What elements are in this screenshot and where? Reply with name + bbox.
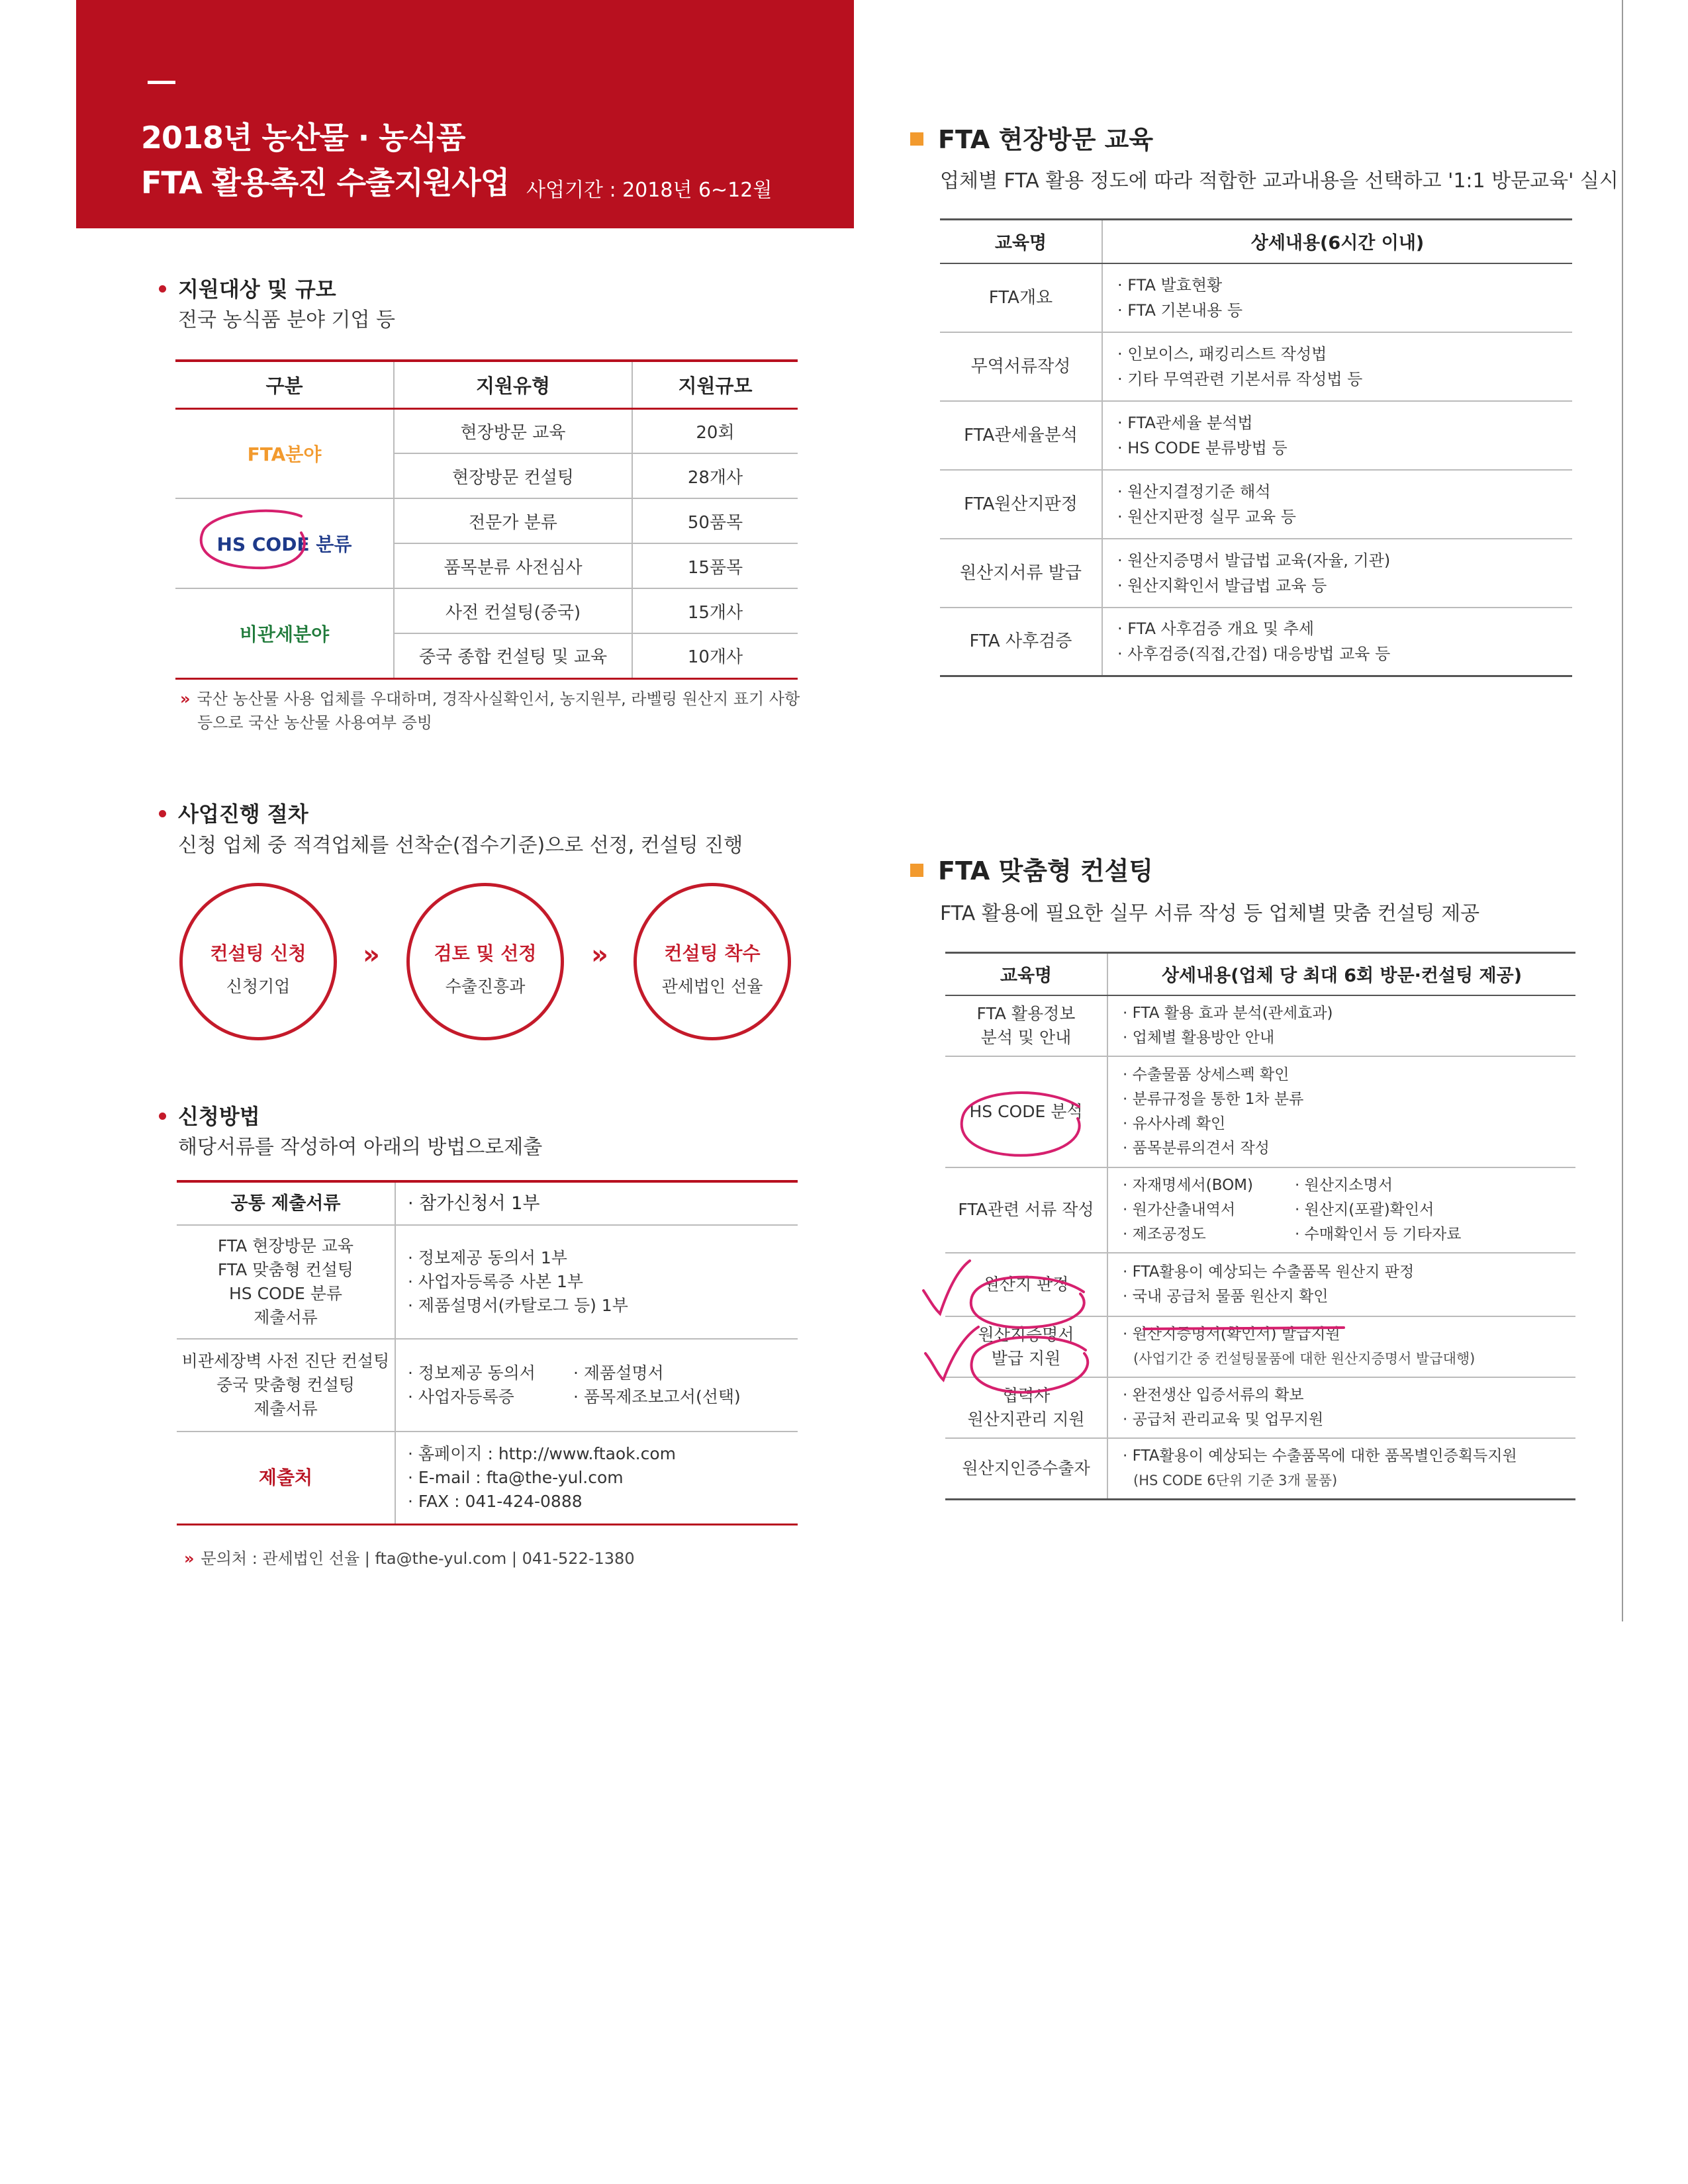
support-table xyxy=(175,359,798,680)
apply-heading: 신청방법 xyxy=(159,1100,260,1130)
table-row xyxy=(945,1253,1575,1316)
apply-table xyxy=(177,1180,798,1525)
edu-detail: · FTA 사후검증 개요 및 추세 · 사후검증(직접,간접) 대응방법 교육 등 xyxy=(1102,608,1572,676)
table-row xyxy=(940,263,1572,332)
row-label: FTA 현장방문 교육 FTA 맞춤형 컨설팅 HS CODE 분류 제출서류 xyxy=(177,1225,395,1339)
col-header: 구분 xyxy=(175,361,394,408)
edu-name: FTA 사후검증 xyxy=(940,608,1102,676)
cons-detail: · 완전생산 입증서류의 확보 · 공급처 관리교육 및 업무지원 xyxy=(1107,1377,1575,1438)
common-label: 공통 제출서류 xyxy=(177,1181,395,1225)
step-title: 컨설팅 신청 xyxy=(210,942,306,964)
table-row xyxy=(945,995,1575,1056)
cons-name: HS CODE 분석 xyxy=(945,1056,1107,1167)
type-cell: 품목분류 사전심사 xyxy=(394,543,632,588)
bullet-icon xyxy=(159,810,166,817)
table-row xyxy=(177,1181,798,1225)
apply-desc: 해당서류를 작성하여 아래의 방법으로제출 xyxy=(178,1136,543,1159)
bullet-icon xyxy=(159,1113,166,1120)
process-desc: 신청 업체 중 적격업체를 선착순(접수기준)으로 선정, 컨설팅 진행 xyxy=(178,834,743,857)
cons-detail: · 자재명세서(BOM) · 원산지소명서 · 원가산출내역서 · 원산지(포괄)확인서 · 제조공정도 · 수매확인서 등 기타자료 xyxy=(1107,1167,1575,1253)
homepage-link[interactable]: 홈페이지 : http://www.ftaok.com xyxy=(418,1443,676,1463)
edu-name: FTA개요 xyxy=(940,263,1102,332)
process-arrow-icon: » xyxy=(363,940,380,970)
process-arrow-icon: » xyxy=(591,940,608,970)
scale-cell: 50품목 xyxy=(632,498,798,543)
email-link[interactable]: E-mail : fta@the-yul.com xyxy=(418,1467,624,1487)
edu-detail: · 원산지증명서 발급법 교육(자율, 기관) · 원산지확인서 발급법 교육 등 xyxy=(1102,539,1572,608)
scale-cell: 15개사 xyxy=(632,588,798,633)
scale-cell: 28개사 xyxy=(632,453,798,498)
table-row xyxy=(945,1167,1575,1253)
table-row xyxy=(175,498,798,543)
col-header: 지원규모 xyxy=(632,361,798,408)
banner-dash xyxy=(148,81,175,84)
process-step-1 xyxy=(179,883,337,1040)
note-line: 국산 농산물 사용 업체를 우대하며, 경작사실확인서, 농지원부, 라벨링 원산지 표기 사항 xyxy=(197,690,800,708)
square-bullet-icon xyxy=(910,864,923,877)
page-edge-line xyxy=(1622,0,1623,1621)
step-title: 컨설팅 착수 xyxy=(664,942,761,964)
submit-items: · 홈페이지 : http://www.ftaok.com · E-mail : fta@the-yul.com · FAX : 041-424-0888 xyxy=(395,1432,798,1524)
table-row xyxy=(940,401,1572,470)
table-row xyxy=(945,1316,1575,1377)
edu-name: 무역서류작성 xyxy=(940,332,1102,401)
category-cell: HS CODE 분류 xyxy=(175,498,394,588)
table-row xyxy=(945,1377,1575,1438)
bullet-icon xyxy=(159,285,166,293)
cons-name: FTA관련 서류 작성 xyxy=(945,1167,1107,1253)
cons-name: 원산지증명서 발급 지원 xyxy=(945,1316,1107,1377)
table-row xyxy=(177,1225,798,1339)
table-row xyxy=(940,539,1572,608)
col-header: 교육명 xyxy=(945,953,1107,995)
step-sub: 신청기업 xyxy=(226,977,291,996)
row-items: · 정보제공 동의서 · 제품설명서 · 사업자등록증 · 품목제조보고서(선택) xyxy=(395,1339,798,1432)
row-label: 비관세장벽 사전 진단 컨설팅 중국 맞춤형 컨설팅 제출서류 xyxy=(177,1339,395,1432)
category-cell: FTA분야 xyxy=(175,408,394,498)
type-cell: 전문가 분류 xyxy=(394,498,632,543)
edu-detail: · 원산지결정기준 해석 · 원산지판정 실무 교육 등 xyxy=(1102,470,1572,539)
table-row xyxy=(175,408,798,453)
process-heading: 사업진행 절차 xyxy=(159,797,308,828)
contact-note: » 문의처 : 관세법인 선율 | fta@the-yul.com | 041-522-1380 xyxy=(184,1549,635,1568)
header-banner xyxy=(76,0,854,228)
banner-title-line2: FTA 활용촉진 수출지원사업 xyxy=(141,165,510,201)
edu-detail: · FTA 발효현황 · FTA 기본내용 등 xyxy=(1102,263,1572,332)
cons-name: 협력사 원산지관리 지원 xyxy=(945,1377,1107,1438)
cons-detail: · FTA 활용 효과 분석(관세효과) · 업체별 활용방안 안내 xyxy=(1107,995,1575,1056)
scale-cell: 20회 xyxy=(632,408,798,453)
cons-name: 원산지인증수출자 xyxy=(945,1438,1107,1500)
row-items: · 정보제공 동의서 1부 · 사업자등록증 사본 1부 · 제품설명서(카탈로그 등) 1부 xyxy=(395,1225,798,1339)
target-note xyxy=(180,687,800,735)
type-cell: 사전 컨설팅(중국) xyxy=(394,588,632,633)
banner-title-line1: 2018년 농산물 · 농식품 xyxy=(141,120,465,156)
table-row xyxy=(940,608,1572,676)
step-title: 검토 및 선정 xyxy=(434,942,537,964)
scale-cell: 15품목 xyxy=(632,543,798,588)
edu-name: 원산지서류 발급 xyxy=(940,539,1102,608)
note-arrow-icon: » xyxy=(184,1549,195,1568)
custom-desc: FTA 활용에 필요한 실무 서류 작성 등 업체별 맞춤 컨설팅 제공 xyxy=(940,902,1480,925)
target-heading: 지원대상 및 규모 xyxy=(159,273,336,303)
table-row xyxy=(940,332,1572,401)
custom-heading: FTA 맞춤형 컨설팅 xyxy=(910,850,1153,887)
edu-detail: · FTA관세율 분석법 · HS CODE 분류방법 등 xyxy=(1102,401,1572,470)
process-step-3 xyxy=(633,883,791,1040)
common-value: · 참가신청서 1부 xyxy=(395,1181,798,1225)
cons-detail: · 수출물품 상세스펙 확인 · 분류규정을 통한 1차 분류 · 유사사례 확인 · 품목분류의견서 작성 xyxy=(1107,1056,1575,1167)
type-cell: 중국 종합 컨설팅 및 교육 xyxy=(394,633,632,678)
step-sub: 수출진흥과 xyxy=(445,977,526,996)
cons-detail: · FTA활용이 예상되는 수출품목 원산지 판정 · 국내 공급처 물품 원산지 확인 xyxy=(1107,1253,1575,1316)
visit-edu-heading: FTA 현장방문 교육 xyxy=(910,119,1153,156)
table-row xyxy=(175,588,798,633)
cons-detail: · 원산지증명서(확인서) 발급지원 (사업기간 중 컨설팅물품에 대한 원산지증명서 발급대행) xyxy=(1107,1316,1575,1377)
table-row xyxy=(940,470,1572,539)
table-row xyxy=(945,1056,1575,1167)
type-cell: 현장방문 교육 xyxy=(394,408,632,453)
category-cell: 비관세분야 xyxy=(175,588,394,678)
visit-edu-table xyxy=(940,218,1572,677)
col-header: 교육명 xyxy=(940,220,1102,263)
note-arrow-icon: » xyxy=(180,690,191,708)
visit-edu-desc: 업체별 FTA 활용 정도에 따라 적합한 교과내용을 선택하고 '1:1 방문교육' 실시 xyxy=(940,169,1618,193)
col-header: 상세내용(6시간 이내) xyxy=(1102,220,1572,263)
table-row xyxy=(945,1438,1575,1500)
custom-table xyxy=(945,952,1575,1500)
col-header: 상세내용(업체 당 최대 6회 방문·컨설팅 제공) xyxy=(1107,953,1575,995)
step-sub: 관세법인 선율 xyxy=(661,977,763,996)
cons-name: 원산지 판정 xyxy=(945,1253,1107,1316)
col-header: 지원유형 xyxy=(394,361,632,408)
note-line: 등으로 국산 농산물 사용여부 증빙 xyxy=(197,713,433,732)
target-desc: 전국 농식품 분야 기업 등 xyxy=(178,308,395,332)
submit-label: 제출처 xyxy=(177,1432,395,1524)
edu-detail: · 인보이스, 패킹리스트 작성법 · 기타 무역관련 기본서류 작성법 등 xyxy=(1102,332,1572,401)
type-cell: 현장방문 컨설팅 xyxy=(394,453,632,498)
table-row xyxy=(177,1339,798,1432)
fax-text: FAX : 041-424-0888 xyxy=(418,1491,583,1511)
square-bullet-icon xyxy=(910,132,923,146)
cons-name: FTA 활용정보 분석 및 안내 xyxy=(945,995,1107,1056)
cons-detail: · FTA활용이 예상되는 수출품목에 대한 품목별인증획득지원 (HS CODE 6단위 기준 3개 물품) xyxy=(1107,1438,1575,1500)
edu-name: FTA관세율분석 xyxy=(940,401,1102,470)
banner-period: 사업기간 : 2018년 6~12월 xyxy=(526,179,773,202)
scale-cell: 10개사 xyxy=(632,633,798,678)
edu-name: FTA원산지판정 xyxy=(940,470,1102,539)
process-step-2 xyxy=(406,883,564,1040)
table-row xyxy=(177,1432,798,1524)
